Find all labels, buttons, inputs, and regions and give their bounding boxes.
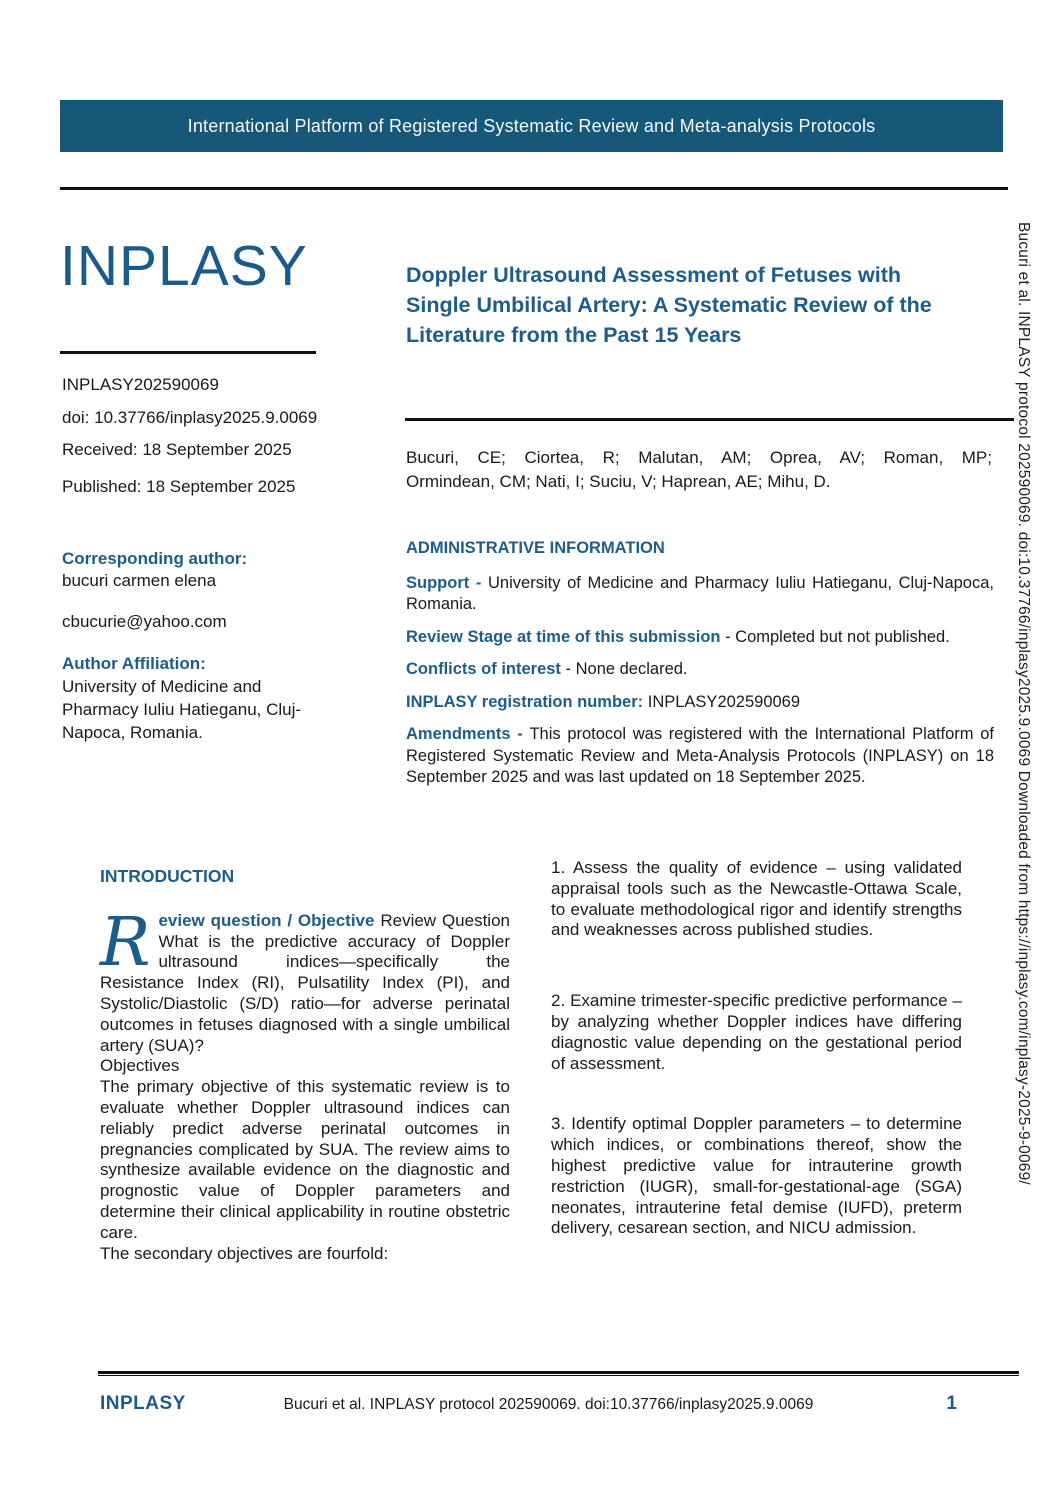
objectives-paragraph: The primary objective of this systematic review is to evaluate whether Doppler ultrasound indices can reliably predict adverse perinatal outcomes in pregnancies complicated by SUA. The review aims to synthesize available evidence on the diagnostic and prognostic value of Doppler parameters and determine their clinical applicability in routine obstetric care.: [100, 1077, 510, 1242]
review-question-text: Review Question What is the predictive accuracy of Doppler ultrasound indices—specifically the Resistance Index (RI), Pulsatility Index (PI), and Systolic/Diastolic (S/D) ratio—for adverse perinatal outcomes in fetuses diagnosed with a single umbilical artery (SUA)?: [100, 910, 510, 1055]
registration-id: INPLASY202590069: [62, 375, 219, 394]
authors-list: [406, 446, 992, 494]
page-number: 1: [946, 1393, 957, 1414]
objective-item-1: 1. Assess the quality of evidence – using validated appraisal tools such as the Newcastle-Ottawa Scale, to evaluate methodological rigor and identify strengths and weaknesses across published studies.: [551, 858, 962, 940]
corresponding-author-label: Corresponding author:: [62, 549, 248, 568]
corresponding-author-email: cbucurie@yahoo.com: [62, 612, 227, 631]
support-text: University of Medicine and Pharmacy Iuliu Hatieganu, Cluj-Napoca, Romania.: [406, 573, 994, 613]
dropcap-r: R: [100, 902, 151, 981]
objective-item-3: 3. Identify optimal Doppler parameters – to determine which indices, or combinations thereof, show the highest predictive value for intrauterine growth restriction (IUGR), small-for-gestational-age (SGA) neonates, intrauterine fetal demise (IUFD), preterm delivery, cesarean section, and NICU admission.: [551, 1114, 962, 1238]
article-title: [406, 260, 984, 350]
authors-line: Ormindean, CM; Nati, I; Suciu, V; Haprean, AE; Mihu, D.: [406, 472, 831, 491]
footer: [98, 1391, 1019, 1423]
registration-number-text: INPLASY202590069: [643, 692, 801, 711]
inplasy-logo: INPLASY: [60, 234, 308, 298]
amendments-paragraph: [406, 724, 994, 789]
published-date: Published: 18 September 2025: [62, 477, 296, 496]
review-stage-paragraph: [406, 627, 994, 649]
introduction-left-column: [100, 866, 510, 1264]
registration-number-paragraph: [406, 692, 994, 714]
footer-brand: INPLASY: [100, 1393, 186, 1414]
administrative-information-section: [406, 538, 994, 800]
footer-citation: Bucuri et al. INPLASY protocol 202590069. doi:10.37766/inplasy2025.9.0069: [283, 1396, 814, 1413]
authors-rule: [405, 418, 1014, 421]
administrative-information-heading: ADMINISTRATIVE INFORMATION: [406, 539, 665, 557]
review-question-label: eview question / Objective: [158, 910, 375, 930]
conflicts-label: Conflicts of interest: [406, 660, 561, 678]
author-affiliation-text: University of Medicine and Pharmacy Iuliu Hatieganu, Cluj-Napoca, Romania.: [62, 677, 302, 742]
review-stage-label: Review Stage at time of this submission: [406, 627, 721, 646]
doi-line: doi: 10.37766/inplasy2025.9.0069: [62, 408, 318, 427]
objective-item-2: 2. Examine trimester-specific predictive performance – by analyzing whether Doppler indices have differing diagnostic value depending on the gestational period of assessment.: [551, 991, 962, 1073]
review-stage-text: - Completed but not published.: [720, 627, 950, 646]
received-date: Received: 18 September 2025: [62, 440, 292, 459]
registration-number-label: INPLASY registration number:: [406, 692, 644, 711]
review-question-paragraph: [100, 902, 510, 1057]
article-title-line: Doppler Ultrasound Assessment of Fetuses with: [406, 263, 901, 287]
article-title-line: Literature from the Past 15 Years: [406, 323, 742, 347]
conflicts-text: - None declared.: [560, 660, 688, 678]
author-affiliation-label: Author Affiliation:: [62, 654, 206, 673]
corresponding-author-block: [62, 548, 330, 744]
conflicts-paragraph: [406, 659, 994, 681]
logo-rule: [60, 351, 316, 354]
amendments-text: This protocol was registered with the International Platform of Registered Systematic Review and Meta-Analysis Protocols (INPLASY) on 18 September 2025 and was last updated on 18 September 2025.: [406, 725, 994, 786]
objectives-heading: Objectives: [100, 1056, 180, 1076]
authors-line: Bucuri, CE; Ciortea, R; Malutan, AM; Oprea, AV; Roman, MP;: [406, 448, 992, 467]
sidebar-download-citation: Bucuri et al. INPLASY protocol 202590069. doi:10.37766/inplasy2025.9.0069 Downloaded from https://inplasy.com/inplasy-2025-9-0069/: [1015, 222, 1032, 1185]
support-paragraph: [406, 573, 994, 616]
header-rule: [60, 187, 1008, 190]
secondary-objectives-line: The secondary objectives are fourfold:: [100, 1243, 389, 1263]
introduction-heading: INTRODUCTION: [100, 866, 235, 886]
article-title-line: Single Umbilical Artery: A Systematic Review of the: [406, 293, 932, 317]
footer-rule: [98, 1371, 1019, 1376]
platform-banner-text: International Platform of Registered Systematic Review and Meta-analysis Protocols: [187, 115, 876, 136]
amendments-label: Amendments -: [406, 725, 530, 743]
registration-meta: [62, 374, 392, 509]
platform-banner: [60, 100, 1003, 152]
corresponding-author-name: bucuri carmen elena: [62, 571, 217, 590]
introduction-right-column: [551, 858, 962, 1239]
support-label: Support -: [406, 573, 489, 592]
